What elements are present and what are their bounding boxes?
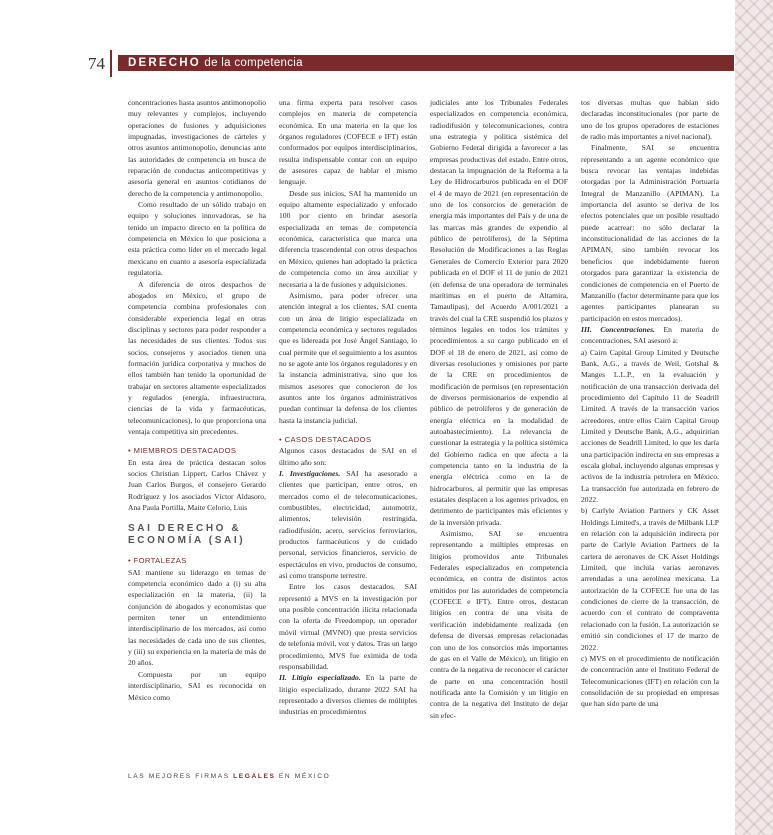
paragraph: Finalmente, SAI se encuentra representando a un agente económico que busca revocar las ventajas indebidas otorgadas por la Administración Portuaria Integral de Manzanillo (APIMAN). La importancia del asunto se deriva de los efectos potenciales que un posible resultado puede acarrear: no sólo declarar la inconstitucionalidad de las acciones de la APIMAN, sino también revocar los beneficios que indebidamente fueron otorgados para garantizar la existencia de condiciones de competencia en el Puerto de Manzanillo (factor determinante para que los agentes participantes planearan su participación en estos mercados).	[581, 143, 719, 323]
page-number: 74	[88, 54, 105, 73]
paragraph: Entre los casos destacados, SAI representó a MVS en la investigación por una posible concentración ilícita relacionada con la oferta de Freedompop, un operador móvil virtual (MVNO) que presta servicios de telefonía móvil, voz y datos. Tras un largo procedimiento, MVS fue eximida de toda responsabilidad.	[279, 582, 417, 671]
section-title-bold: DERECHO	[128, 57, 201, 69]
case-text: En la parte de litigio especializado, durante 2022 SAI ha representado a diversos clientes de múltiples industrias en procedimientos	[279, 673, 418, 717]
paragraph	[581, 324, 719, 347]
paragraph: Desde sus inicios, SAI ha mantenido un equipo altamente especializado y enfocado 100 por ciento en brindar asesoría especializada en temas de competencia económica, característica que marca una diferencia trascendental con otros despachos en México, quienes han adoptado la práctica de competencia como un área auxiliar y necesaria a la de fusiones y adquisiciones.	[279, 188, 417, 289]
firm-heading	[128, 523, 266, 547]
paragraph: En esta área de práctica destacan solos socios Christian Lippert, Carlos Chávez y Juan Carlos Burgos, el consejero Gerardo Rodríguez y los asociados Víctor Aldasoro, Ana Paula Portilla, Maite Celorio, Luis	[128, 457, 266, 513]
paragraph: b) Carlyle Aviation Partners y CK Asset Holdings Limited's, a través de Milbank LLP en relación con la adquisición indirecta por parte de Carlyle Aviation Partners de la cartera de aeronaves de CK Asset Holdings Limited, que incluía varias aeronaves arrendadas a una aerolínea mexicana. La autorización de la COFECE fue una de las condiciones de cierre de la transacción, de acuerdo con el contrato de compraventa relacionado con la fusión. La autorización se emitió sin condiciones el 17 de marzo de 2022.	[581, 506, 719, 652]
footer-part2: LEGALES	[233, 773, 276, 780]
column-4	[581, 97, 719, 710]
paragraph: Asimismo, para poder ofrecer una atención integral a los clientes, SAI cuenta con un área de litigio especializada en competencia económica y sectores regulados que es lidereada por José Ángel Santiago, lo cual permite que el seguimiento a los asuntos no se agote ante los órganos reguladores y en la instancia administrativa, sino que los mismos asesores que conocieron de los asuntos ante los órganos administrativos puedan continuar la defensa de los clientes hasta la instancia judicial.	[279, 290, 417, 425]
firm-heading-line1: SAI DERECHO &	[128, 523, 242, 535]
paragraph: Compuesta por un equipo interdisciplinario, SAI es reconocida en México como	[128, 669, 266, 702]
paragraph: Algunos casos destacados de SAI en el último año son:	[279, 446, 417, 467]
paragraph: Asimismo, SAI se encuentra representando a múltiples empresas en litigios promovidos ante Tribunales Federales especializados en competencia económica, en contra de distintos actos emitidos por las autoridades de competencia (COFECE e IFT). Entre otros, destacan litigios en contra de una visita de verificación indebidamente realizada (en defensa de diversas empresas relacionadas con uno de los consorcios más importantes de gas en el Valle de México), un litigio en contra de la negativa de reconocer el carácter de parte en una concentración hostil notificada ante la Comisión y un litigio en contra de la negativa del Instituto de dejar sin efec-	[430, 529, 568, 720]
column-3	[430, 97, 568, 721]
column-1	[128, 97, 266, 703]
paragraph: SAI mantiene su liderazgo en temas de competencia económico dado a (i) su alta especialización en la materia, (ii) la conjunción de abogados y economistas que permiten tener un entendimiento interdisciplinario de los mercados, así como las necesidades de cada uno de sus clientes, y (iii) su experiencia en la materia de más de 20 años.	[128, 567, 266, 668]
section-title-rest: de la competencia	[204, 57, 303, 69]
cases-heading: • CASOS DESTACADOS	[279, 434, 372, 444]
paragraph: Como resultado de un sólido trabajo en equipo y soluciones innovadoras, se ha tenido un impacto directo en la política de competencia en México lo que posiciona a esta práctica como líder en el mercado legal mexicano en cuanto a asesoría especializada regulatoria.	[128, 200, 266, 278]
case-label: II. Litigio especializado.	[279, 673, 361, 683]
members-heading: • MIEMBROS DESTACADOS	[128, 446, 237, 456]
strengths-heading: • FORTALEZAS	[128, 556, 187, 566]
paragraph: judiciales ante los Tribunales Federales especializados en competencia económica, radiodifusión y telecomunicaciones, contra una estrategia y política sistémica del Gobierno Federal dirigida a favorecer a las empresas productivas del estado. Entre otros, destacan la impugnación de la Reforma a la Ley de Hidrocarburos publicada en el DOF el 4 de mayo de 2021 (en representación de uno de los consorcios de generación de energía más importantes del País y de una de las marcas más grandes de expendio al público de petrolíferos), de la Séptima Resolución de Modificaciones a las Reglas Generales de Comercio Exterior para 2020 publicada en el DOF el 11 de junio de 2021 (en defensa de una operadora de terminales marítimas en el puerto de Altamira, Tamaulipas), del Acuerdo A/001/2021 a través del cual la CRE suspendió los plazos y términos legales en todos los trámites y procedimientos a su cargo publicado en el DOF el 18 de enero de 2021, así como de diversas resoluciones y omisiones por parte de la CRE en procedimientos de modificación de permisos (en representación de diversos permisionarios de expendio al público de petrolíferos y de generación de energía eléctrica en la modalidad de autoabastecimiento). La relevancia de cuestionar la estrategia y la política sistémica del Gobierno radica en que afecta a la competencia tanto en la industria de la energía eléctrica como en la de hidrocarburos, al permitir que las empresas estatales desplacen a los agentes privados, en detrimento de participantes más eficientes y de la inversión privada.	[430, 98, 568, 527]
paragraph: tos diversas multas que habían sido declaradas inconstitucionales (por parte de uno de los grupos operadores de estaciones de radio más importantes a nivel nacional).	[581, 98, 719, 142]
case-text: SAI ha asesorado a clientes que participan, entre otros, en mercados como el de telecomunicaciones, combustibles, electricidad, automotriz, alimentos, televisión restringida, radiodifusión, acero, servicios ferroviarios, productos farmacéuticos y de cuidado personal, servicios financieros, servicio de espectáculos en vivo, productos de consumo, así como transporte terrestre.	[279, 469, 418, 581]
paragraph	[279, 672, 417, 717]
paragraph: concentraciones hasta asuntos antimonopolio muy relevantes y complejos, incluyendo operaciones de fusiones y adquisiciones impugnadas, investigaciones de cárteles y otros asuntos antimonopolio, denuncias ante las autoridades de competencia en busca de reparación de conductas anticompetitivas y asesoría general en asuntos cotidianos de derecho de la competencia y antimonopolio.	[128, 98, 266, 198]
header-divider	[110, 50, 112, 77]
paragraph: a) Cairn Capital Group Limited y Deutsche Bank, A.G., a través de Weil, Gotshal & Manges L.L.P., en la evaluación y notificación de una transacción derivada del procedimiento del Capítulo 11 de Seadrill Limited. A través de la transacción varios acreedores, entre ellos Cairn Capital Group Limited y Deutsche Bank, A.G., adquirirían acciones de Seadrill Limited, lo que les daría una participación indirecta en sus empresas a escala global, incluyendo algunas empresas y activos de la industria petrolera en México. La transacción fue autorizada en febrero de 2022.	[581, 347, 719, 505]
paragraph	[279, 468, 417, 581]
decorative-side-pattern	[735, 0, 773, 835]
footer-part3: EN MÉXICO	[275, 773, 331, 780]
footer	[128, 773, 330, 780]
column-2	[279, 97, 417, 718]
paragraph: una firma experta para resolver casos complejos en materia de competencia económica. En una materia en la que los órganos reguladores (COFECE e IFT) están conformados por equipos interdisciplinarios, resulta indispensable contar con un equipo de asesores capaz de hablar el mismo lenguaje.	[279, 98, 417, 187]
section-header-bar	[118, 55, 734, 71]
case-label: I. Investigaciones.	[279, 469, 341, 478]
paragraph: A diferencia de otros despachos de abogados en México, el grupo de competencia combina profesionales con considerable experiencia legal en otras disciplinas y sectores para poder responder a las necesidades de sus clientes. Todos sus socios, consejeros y asociados tienen una formación jurídica corporativa y muchos de ellos también han tenido la oportunidad de trabajar en sectores altamente especializados y regulados (energía, infraestructura, ciencias de la vida y farmacéuticas, telecomunicaciones), lo que proporciona una ventaja competitiva sin precedentes.	[128, 279, 266, 436]
case-label: III. Concentraciones.	[581, 324, 655, 334]
footer-part1: LAS MEJORES FIRMAS	[128, 773, 234, 780]
paragraph: c) MVS en el procedimiento de notificación de concentración ante el Instituto Federal de Telecomunicaciones (IFT) en relación con la consolidación de su propiedad en empresas que han sido parte de una	[581, 653, 719, 709]
firm-heading-line2: ECONOMÍA (SAI)	[128, 535, 246, 547]
case-text: En materia de concentraciones, SAI asesoró a:	[581, 324, 719, 346]
